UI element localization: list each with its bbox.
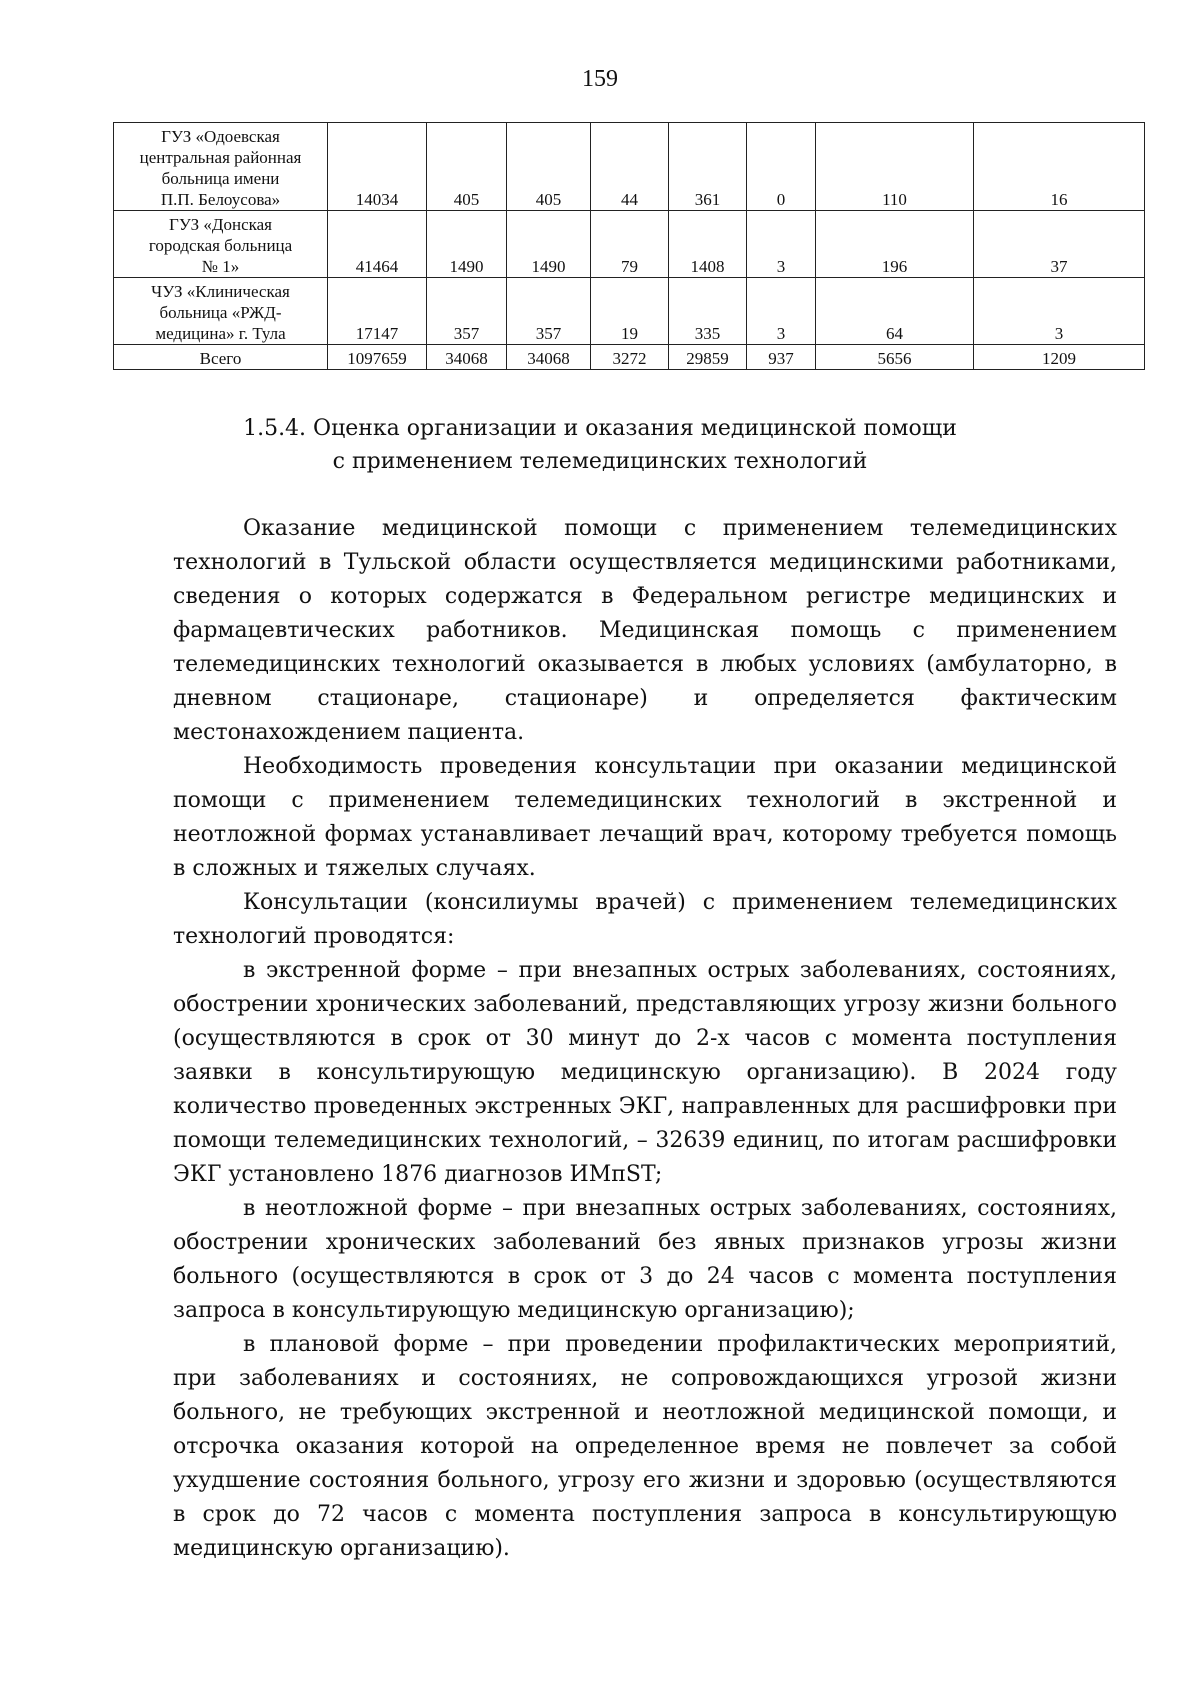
value-cell: 64: [816, 278, 974, 345]
section-heading-line1: 1.5.4. Оценка организации и оказания медицинской помощи: [243, 416, 957, 441]
value-cell: 34068: [427, 345, 507, 370]
value-cell: 405: [507, 123, 591, 211]
organization-name-line: Всего: [199, 349, 242, 368]
paragraph: Необходимость проведения консультации при оказании медицинской помощи с применением телемедицинских технологий в экстренной и неотложной формах устанавливает лечащий врач, которому требуется помощь в сложных и тяжелых случаях.: [173, 754, 1117, 881]
organization-name-line: № 1»: [201, 257, 240, 276]
value-cell: 34068: [507, 345, 591, 370]
table-row: [114, 123, 1145, 211]
paragraph: Оказание медицинской помощи с применением телемедицинских технологий в Тульской области осуществляется медицинскими работниками, сведения о которых содержатся в Федеральном регистре медицинских и фармацевтических работников. Медицинская помощь с применением телемедицинских технологий оказывается в любых условиях (амбулаторно, в дневном стационаре, стационаре) и определяется фактическим местонахождением пациента.: [173, 516, 1117, 745]
organization-name-cell: [114, 211, 328, 278]
organization-name-line: больница имени: [161, 169, 280, 188]
value-cell: 3272: [591, 345, 669, 370]
value-cell: 196: [816, 211, 974, 278]
value-cell: 41464: [328, 211, 427, 278]
value-cell: 16: [974, 123, 1145, 211]
paragraph: в неотложной форме – при внезапных острых заболеваниях, состояниях, обострении хронических заболеваний без явных признаков угрозы жизни больного (осуществляются в срок от 3 до 24 часов с момента поступления запроса в консультирующую медицинскую организацию);: [173, 1196, 1117, 1323]
organization-name-line: ГУЗ «Одоевская: [161, 127, 280, 146]
value-cell: 357: [427, 278, 507, 345]
value-cell: 14034: [328, 123, 427, 211]
table-row: [114, 211, 1145, 278]
organization-name-cell: [114, 345, 328, 370]
organization-name-line: П.П. Белоусова»: [160, 190, 281, 209]
value-cell: 405: [427, 123, 507, 211]
value-cell: 44: [591, 123, 669, 211]
organization-name-line: центральная районная: [139, 148, 302, 167]
value-cell: 79: [591, 211, 669, 278]
organization-name-line: ГУЗ «Донская: [168, 215, 272, 234]
value-cell: 361: [669, 123, 747, 211]
value-cell: 5656: [816, 345, 974, 370]
value-cell: 110: [816, 123, 974, 211]
section-heading-line2: с применением телемедицинских технологий: [332, 449, 868, 474]
value-cell: 357: [507, 278, 591, 345]
table-total-row: [114, 345, 1145, 370]
value-cell: 17147: [328, 278, 427, 345]
organization-name-cell: [114, 123, 328, 211]
organization-name-line: медицина» г. Тула: [155, 324, 286, 343]
value-cell: 37: [974, 211, 1145, 278]
section-heading: [0, 412, 1200, 478]
value-cell: 335: [669, 278, 747, 345]
organization-name-cell: [114, 278, 328, 345]
data-table: [113, 122, 1145, 370]
paragraph: Консультации (консилиумы врачей) с применением телемедицинских технологий проводятся:: [173, 890, 1117, 949]
value-cell: 3: [974, 278, 1145, 345]
paragraph: в плановой форме – при проведении профилактических мероприятий, при заболеваниях и состояниях, не сопровождающихся угрозой жизни больного, не требующих экстренной и неотложной медицинской помощи, и отсрочка оказания которой на определенное время не повлечет за собой ухудшение состояния больного, угрозу его жизни и здоровью (осуществляются в срок до 72 часов с момента поступления запроса в консультирующую медицинскую организацию).: [173, 1332, 1117, 1561]
value-cell: 1490: [427, 211, 507, 278]
value-cell: 29859: [669, 345, 747, 370]
value-cell: 19: [591, 278, 669, 345]
value-cell: 937: [747, 345, 816, 370]
page-number: 159: [582, 66, 618, 92]
value-cell: 1408: [669, 211, 747, 278]
organization-name-line: ЧУЗ «Клиническая: [151, 282, 290, 301]
organization-name-line: городская больница: [148, 236, 293, 255]
table-row: [114, 278, 1145, 345]
value-cell: 1097659: [328, 345, 427, 370]
section-body: [173, 512, 1117, 1566]
value-cell: 1490: [507, 211, 591, 278]
paragraph: в экстренной форме – при внезапных острых заболеваниях, состояниях, обострении хронических заболеваний, представляющих угрозу жизни больного (осуществляются в срок от 30 минут до 2-х часов с момента поступления заявки в консультирующую медицинскую организацию). В 2024 году количество проведенных экстренных ЭКГ, направленных для расшифровки при помощи телемедицинских технологий, – 32639 единиц, по итогам расшифровки ЭКГ установлено 1876 диагнозов ИМпST;: [173, 958, 1117, 1187]
value-cell: 1209: [974, 345, 1145, 370]
value-cell: 0: [747, 123, 816, 211]
organization-name-line: больница «РЖД-: [159, 303, 282, 322]
value-cell: 3: [747, 278, 816, 345]
value-cell: 3: [747, 211, 816, 278]
